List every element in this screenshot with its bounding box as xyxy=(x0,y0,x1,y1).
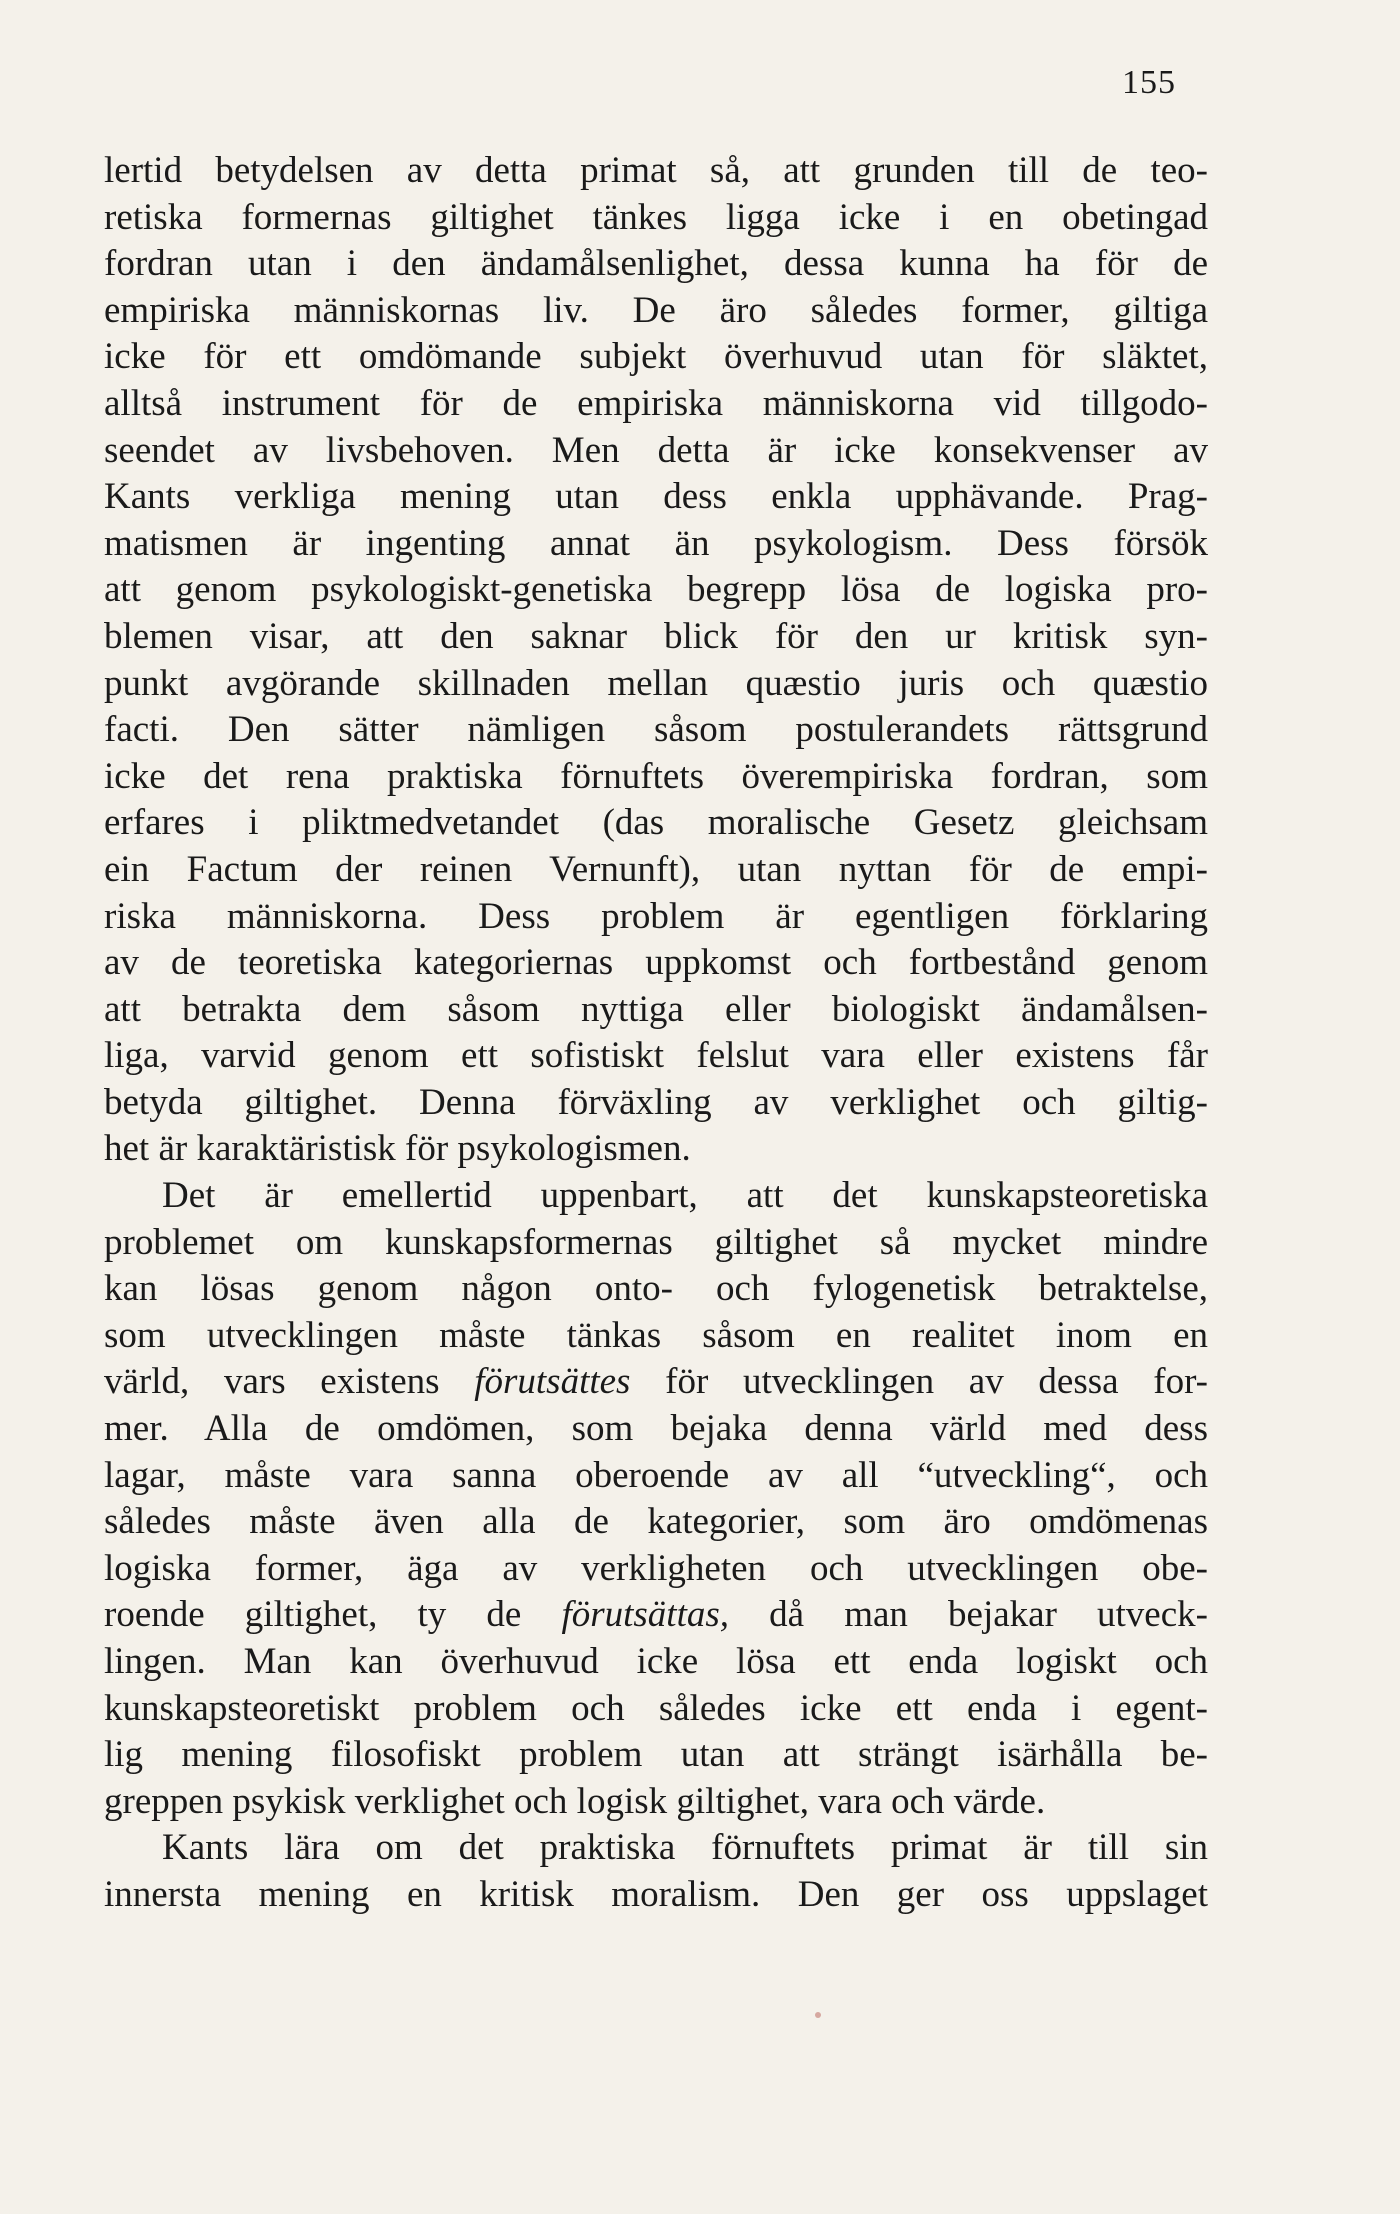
text-line: lagar, måste vara sanna oberoende av all “utveckling“, och xyxy=(104,1454,1208,1496)
text-line: icke det rena praktiska förnuftets överempiriska fordran, som xyxy=(104,755,1208,797)
text-line: icke för ett omdömande subjekt överhuvud utan för släktet, xyxy=(104,336,1208,378)
text-line: erfares i pliktmedvetandet (das moralische Gesetz gleichsam xyxy=(104,802,1208,844)
text-line: mer. Alla de omdömen, som bejaka denna värld med dess xyxy=(104,1408,1208,1450)
text-line: lertid betydelsen av detta primat så, att grunden till de teo- xyxy=(104,150,1208,191)
text-line: liga, varvid genom ett sofistiskt felslut vara eller existens får xyxy=(104,1035,1208,1077)
text-line: Kants lära om det praktiska förnuftets primat är till sin xyxy=(162,1827,1208,1869)
text-line: matismen är ingenting annat än psykologism. Dess försök xyxy=(104,522,1208,564)
paragraph xyxy=(104,148,1208,1173)
emphasized-word: förutsättes xyxy=(474,1361,631,1403)
paper-stain xyxy=(815,2012,821,2018)
text-line: att betrakta dem såsom nyttiga eller biologiskt ändamålsen- xyxy=(104,988,1208,1030)
text-line: Det är emellertid uppenbart, att det kunskapsteoretiska xyxy=(162,1175,1208,1217)
text-line: innersta mening en kritisk moralism. Den ger oss uppslaget xyxy=(104,1873,1208,1915)
text-line: facti. Den sätter nämligen såsom postulerandets rättsgrund xyxy=(104,709,1208,751)
text-line: lig mening filosofiskt problem utan att strängt isärhålla be- xyxy=(104,1734,1208,1776)
text-line-with-emphasis xyxy=(104,1592,1208,1639)
text-line: retiska formernas giltighet tänkes ligga icke i en obetingad xyxy=(104,196,1208,238)
text-run: roende giltighet, ty de xyxy=(104,1594,562,1636)
text-line: het är karaktäristisk för psykologismen. xyxy=(104,1128,691,1170)
text-run: värld, vars existens xyxy=(104,1361,475,1403)
text-line: logiska former, äga av verkligheten och utvecklingen obe- xyxy=(104,1547,1208,1589)
text-line: riska människorna. Dess problem är egentligen förklaring xyxy=(104,895,1208,937)
text-line: Kants verkliga mening utan dess enkla upphävande. Prag- xyxy=(104,476,1208,518)
text-line-with-emphasis xyxy=(104,1359,1208,1406)
paragraph xyxy=(104,1825,1208,1918)
page-number: 155 xyxy=(1122,64,1176,101)
text-line: blemen visar, att den saknar blick för den ur kritisk syn- xyxy=(104,615,1208,657)
text-line: kan lösas genom någon onto- och fylogenetisk betraktelse, xyxy=(104,1268,1208,1310)
emphasized-word: förutsättas, xyxy=(561,1594,730,1636)
text-line: betyda giltighet. Denna förväxling av verklighet och giltig- xyxy=(104,1081,1208,1123)
text-run: för utvecklingen av dessa for- xyxy=(630,1361,1208,1403)
text-line: punkt avgörande skillnaden mellan quæstio juris och quæstio xyxy=(104,662,1208,704)
text-line: empiriska människornas liv. De äro således former, giltiga xyxy=(104,289,1208,331)
paragraph xyxy=(104,1173,1208,1825)
text-run: då man bejakar utveck- xyxy=(729,1594,1208,1636)
text-line: seendet av livsbehoven. Men detta är icke konsekvenser av xyxy=(104,429,1208,471)
text-line: fordran utan i den ändamålsenlighet, dessa kunna ha för de xyxy=(104,243,1208,285)
text-line: kunskapsteoretiskt problem och således icke ett enda i egent- xyxy=(104,1687,1208,1729)
text-line: greppen psykisk verklighet och logisk giltighet, vara och värde. xyxy=(104,1780,1046,1822)
text-line: således måste även alla de kategorier, som äro omdömenas xyxy=(104,1501,1208,1543)
text-line: av de teoretiska kategoriernas uppkomst och fortbestånd genom xyxy=(104,942,1208,984)
text-line: ein Factum der reinen Vernunft), utan nyttan för de empi- xyxy=(104,848,1208,890)
body-text xyxy=(104,148,1208,1919)
text-line: problemet om kunskapsformernas giltighet så mycket mindre xyxy=(104,1221,1208,1263)
text-line: alltså instrument för de empiriska människorna vid tillgodo- xyxy=(104,382,1208,424)
text-line: som utvecklingen måste tänkas såsom en realitet inom en xyxy=(104,1314,1208,1356)
text-line: att genom psykologiskt-genetiska begrepp lösa de logiska pro- xyxy=(104,569,1208,611)
text-line: lingen. Man kan överhuvud icke lösa ett enda logiskt och xyxy=(104,1641,1208,1682)
